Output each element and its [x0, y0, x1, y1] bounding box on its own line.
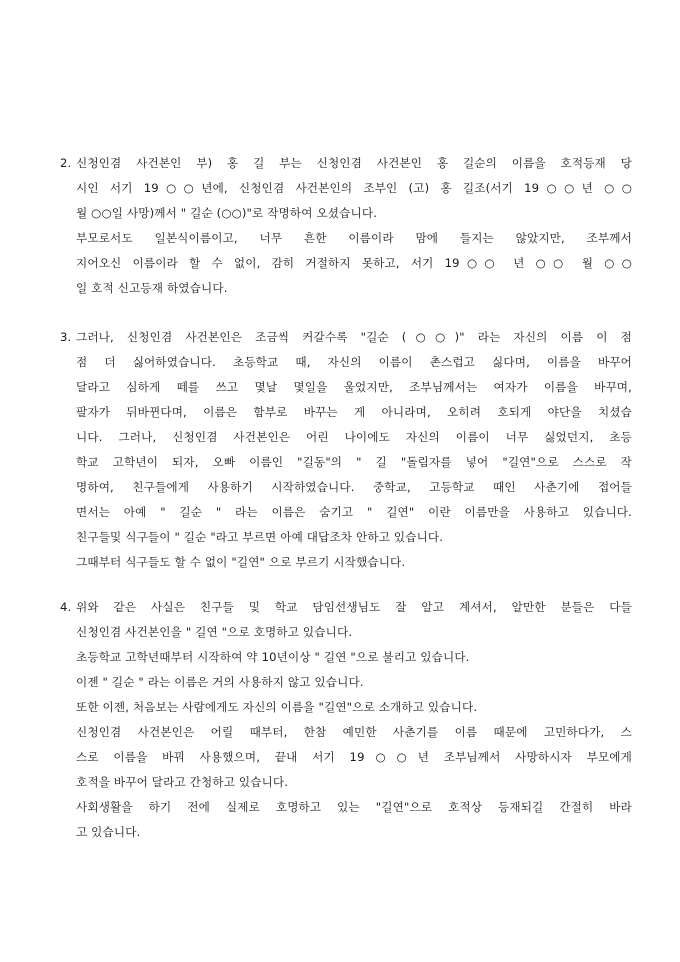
paragraph-line: 호적을 바꾸어 달라고 간청하고 있습니다.	[76, 775, 289, 789]
paragraph-line: 면서는 아예 " 길순 " 라는 이름은 숨기고 " 길연" 이란 이름만을 사용하고 있습니다.	[76, 505, 632, 519]
paragraph-4	[60, 595, 632, 845]
paragraph-line: 월 ○○일 사망)께서 " 길순 (○○)"로 작명하여 오셨습니다.	[76, 206, 378, 220]
paragraph-number: 2.	[60, 156, 72, 170]
paragraph-line: 4. 위와 같은 사실은 친구들 및 학교 담임선생님도 잘 알고 계셔서, 알만한 분들은 다들	[60, 595, 632, 620]
paragraph-line: 부모로서도 일본식이름이고, 너무 흔한 이름이라 맘에 들지는 않았지만, 조부께서	[76, 231, 632, 245]
paragraph-line: 고 있습니다.	[76, 825, 141, 839]
paragraph-line: 사회생활을 하기 전에 실제로 호명하고 있는 "길연"으로 호적상 등재되길 간절히 바라	[76, 800, 632, 814]
paragraph-2	[60, 151, 632, 301]
paragraph-line: 신청인겸 사건본인은 어릴 때부터, 한참 예민한 사춘기를 이름 때문에 고민하다가, 스	[76, 725, 632, 739]
paragraph-line: 니다. 그러나, 신청인겸 사건본인은 어린 나이에도 자신의 이름이 너무 싫었던지, 초등	[76, 430, 632, 444]
paragraph-line: 시인 서기 19○○년에, 신청인겸 사건본인의 조부인 (고) 홍 길조(서기 19○○년 ○○	[76, 181, 632, 195]
paragraph-line: 점 더 싫어하였습니다. 초등학교 때, 자신의 이름이 촌스럽고 싫다며, 이름을 바꾸어	[76, 355, 632, 369]
paragraph-line: 학교 고학년이 되자, 오빠 이름인 "길동"의 " 길 "돌림자를 넣어 "길연"으로 스스로 작	[76, 455, 632, 469]
paragraph-line: 2. 신청인겸 사건본인 부) 홍 길 부는 신청인겸 사건본인 홍 길순의 이름을 호적등재 당	[60, 151, 632, 176]
paragraph-number: 3.	[60, 330, 72, 344]
paragraph-line: 3. 그러나, 신청인겸 사건본인은 조금씩 커갈수록 "길순 (○○)" 라는 자신의 이름 이 점	[60, 325, 632, 350]
paragraph-number: 4.	[60, 600, 72, 614]
paragraph-line: 지어오신 이름이라 할 수 없이, 감히 거절하지 못하고, 서기 19○○ 년 ○○ 월 ○○	[76, 256, 632, 270]
paragraph-line: 이젠 " 길순 " 라는 이름은 거의 사용하지 않고 있습니다.	[76, 675, 364, 689]
paragraph-line: 초등학교 고학년때부터 시작하여 약 10년이상 " 길연 "으로 불리고 있습니다.	[76, 650, 470, 664]
paragraph-line: 명하여, 친구들에게 사용하기 시작하였습니다. 중학교, 고등학교 때인 사춘기에 접어들	[76, 480, 632, 494]
paragraph-line: 스로 이름을 바꿔 사용했으며, 끝내 서기 19○○년 조부님께서 사망하시자 부모에게	[76, 750, 632, 764]
paragraph-line: 그때부터 식구들도 할 수 없이 "길연" 으로 부르기 시작했습니다.	[76, 555, 406, 569]
paragraph-line: 또한 이젠, 처음보는 사람에게도 자신의 이름을 "길연"으로 소개하고 있습니다.	[76, 700, 478, 714]
paragraph-line: 달라고 심하게 떼를 쓰고 몇날 몇일을 울었지만, 조부님께서는 여자가 이름을 바꾸며,	[76, 380, 632, 394]
paragraph-3	[60, 325, 632, 575]
paragraph-line: 신청인겸 사건본인을 " 길연 "으로 호명하고 있습니다.	[76, 625, 353, 639]
paragraph-line: 팔자가 뒤바뀐다며, 이름은 함부로 바꾸는 게 아니라며, 오히려 호되게 야단을 치셨습	[76, 405, 632, 419]
paragraph-line: 일 호적 신고등재 하였습니다.	[76, 281, 228, 295]
paragraph-line: 친구들및 식구들이 " 길순 "라고 부르면 아예 대답조차 안하고 있습니다.	[76, 530, 444, 544]
